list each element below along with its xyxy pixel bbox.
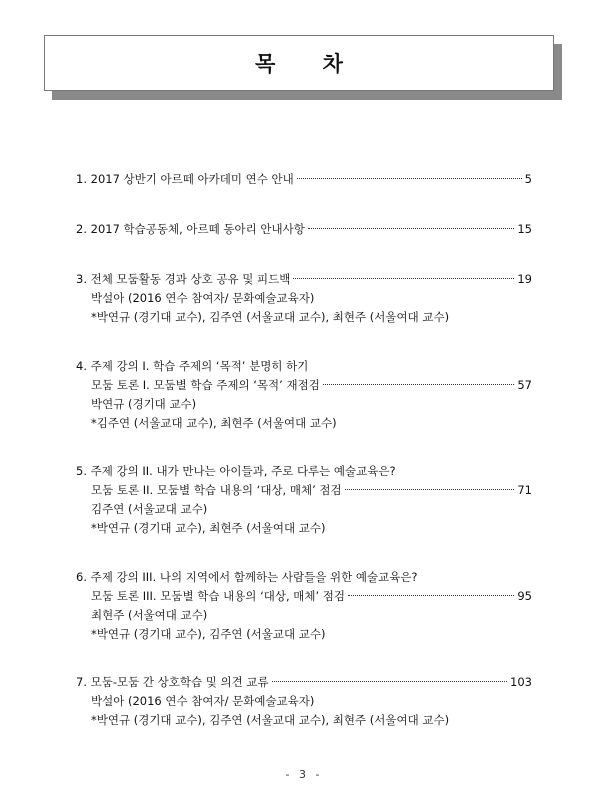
toc-entry: [76, 568, 532, 644]
toc-entry-line: [76, 270, 532, 289]
toc-heading: 5. 주제 강의 II. 내가 만나는 아이들과, 주로 다루는 예술교육은?: [76, 464, 396, 478]
toc-entry: [76, 270, 532, 327]
toc-entry-line: [76, 376, 532, 395]
toc-subheading: 모둠 토론 I. 모둠별 학습 주제의 ‘목적’ 재점검: [91, 378, 320, 392]
toc-heading: 2. 2017 학습공동체, 아르떼 동아리 안내사항: [76, 222, 305, 236]
toc-entry-line: [76, 587, 532, 606]
toc-entry-line: [76, 220, 532, 239]
toc-subheading: 모둠 토론 III. 모둠별 학습 내용의 ‘대상, 매체’ 점검: [91, 589, 346, 603]
page-number-footer: - 3 -: [285, 768, 323, 781]
toc-presenter: 박설아 (2016 연수 참여자/ 문화예술교육자): [91, 694, 315, 708]
page-title: 목 차: [255, 52, 363, 76]
toc-page-number: 19: [517, 272, 532, 286]
toc-entry: [76, 357, 532, 433]
toc-entry: [76, 170, 532, 189]
dot-leader: [323, 384, 515, 385]
toc-page-number: 71: [517, 483, 532, 497]
dot-leader: [345, 489, 515, 490]
dot-leader: [272, 681, 507, 682]
toc-page-number: 103: [510, 675, 532, 689]
toc-heading: 1. 2017 상반기 아르떼 아카데미 연수 안내: [76, 172, 294, 186]
toc-heading: 3. 전체 모둠활동 경과 상호 공유 및 피드백: [76, 272, 291, 286]
toc-facilitators: *박연규 (경기대 교수), 김주연 (서울교대 교수), 최현주 (서울여대 교수): [91, 310, 450, 324]
toc-entry: [76, 673, 532, 730]
toc-facilitators: *박연규 (경기대 교수), 김주연 (서울교대 교수), 최현주 (서울여대 교수): [91, 713, 450, 727]
toc-heading: 4. 주제 강의 I. 학습 주제의 ‘목적’ 분명히 하기: [76, 359, 309, 373]
dot-leader: [308, 228, 515, 229]
toc-entry: [76, 462, 532, 538]
toc-page-number: 57: [517, 378, 532, 392]
toc-page-number: 5: [524, 172, 532, 186]
dot-leader: [293, 278, 514, 279]
toc-entry-line: [76, 673, 532, 692]
toc-page-number: 15: [517, 222, 532, 236]
toc-entry: [76, 220, 532, 239]
toc-subheading: 모둠 토론 II. 모둠별 학습 내용의 ‘대상, 매체’ 점검: [91, 483, 342, 497]
toc-presenter: 최현주 (서울여대 교수): [91, 608, 208, 622]
toc-entry-line: [76, 170, 532, 189]
toc-facilitators: *김주연 (서울교대 교수), 최현주 (서울여대 교수): [91, 416, 337, 430]
toc-heading: 6. 주제 강의 III. 나의 지역에서 함께하는 사람들을 위한 예술교육은?: [76, 570, 418, 584]
toc-page-number: 95: [517, 589, 532, 603]
toc-heading: 7. 모둠-모둠 간 상호학습 및 의견 교류: [76, 675, 269, 689]
toc-facilitators: *박연규 (경기대 교수), 김주연 (서울교대 교수): [91, 627, 326, 641]
toc-entry-line: [76, 481, 532, 500]
toc-presenter: 김주연 (서울교대 교수): [91, 502, 208, 516]
title-box: [44, 35, 554, 91]
dot-leader: [297, 178, 522, 179]
toc-facilitators: *박연규 (경기대 교수), 최현주 (서울여대 교수): [91, 521, 326, 535]
toc-presenter: 박설아 (2016 연수 참여자/ 문화예술교육자): [91, 291, 315, 305]
toc-presenter: 박연규 (경기대 교수): [91, 397, 197, 411]
dot-leader: [348, 595, 514, 596]
